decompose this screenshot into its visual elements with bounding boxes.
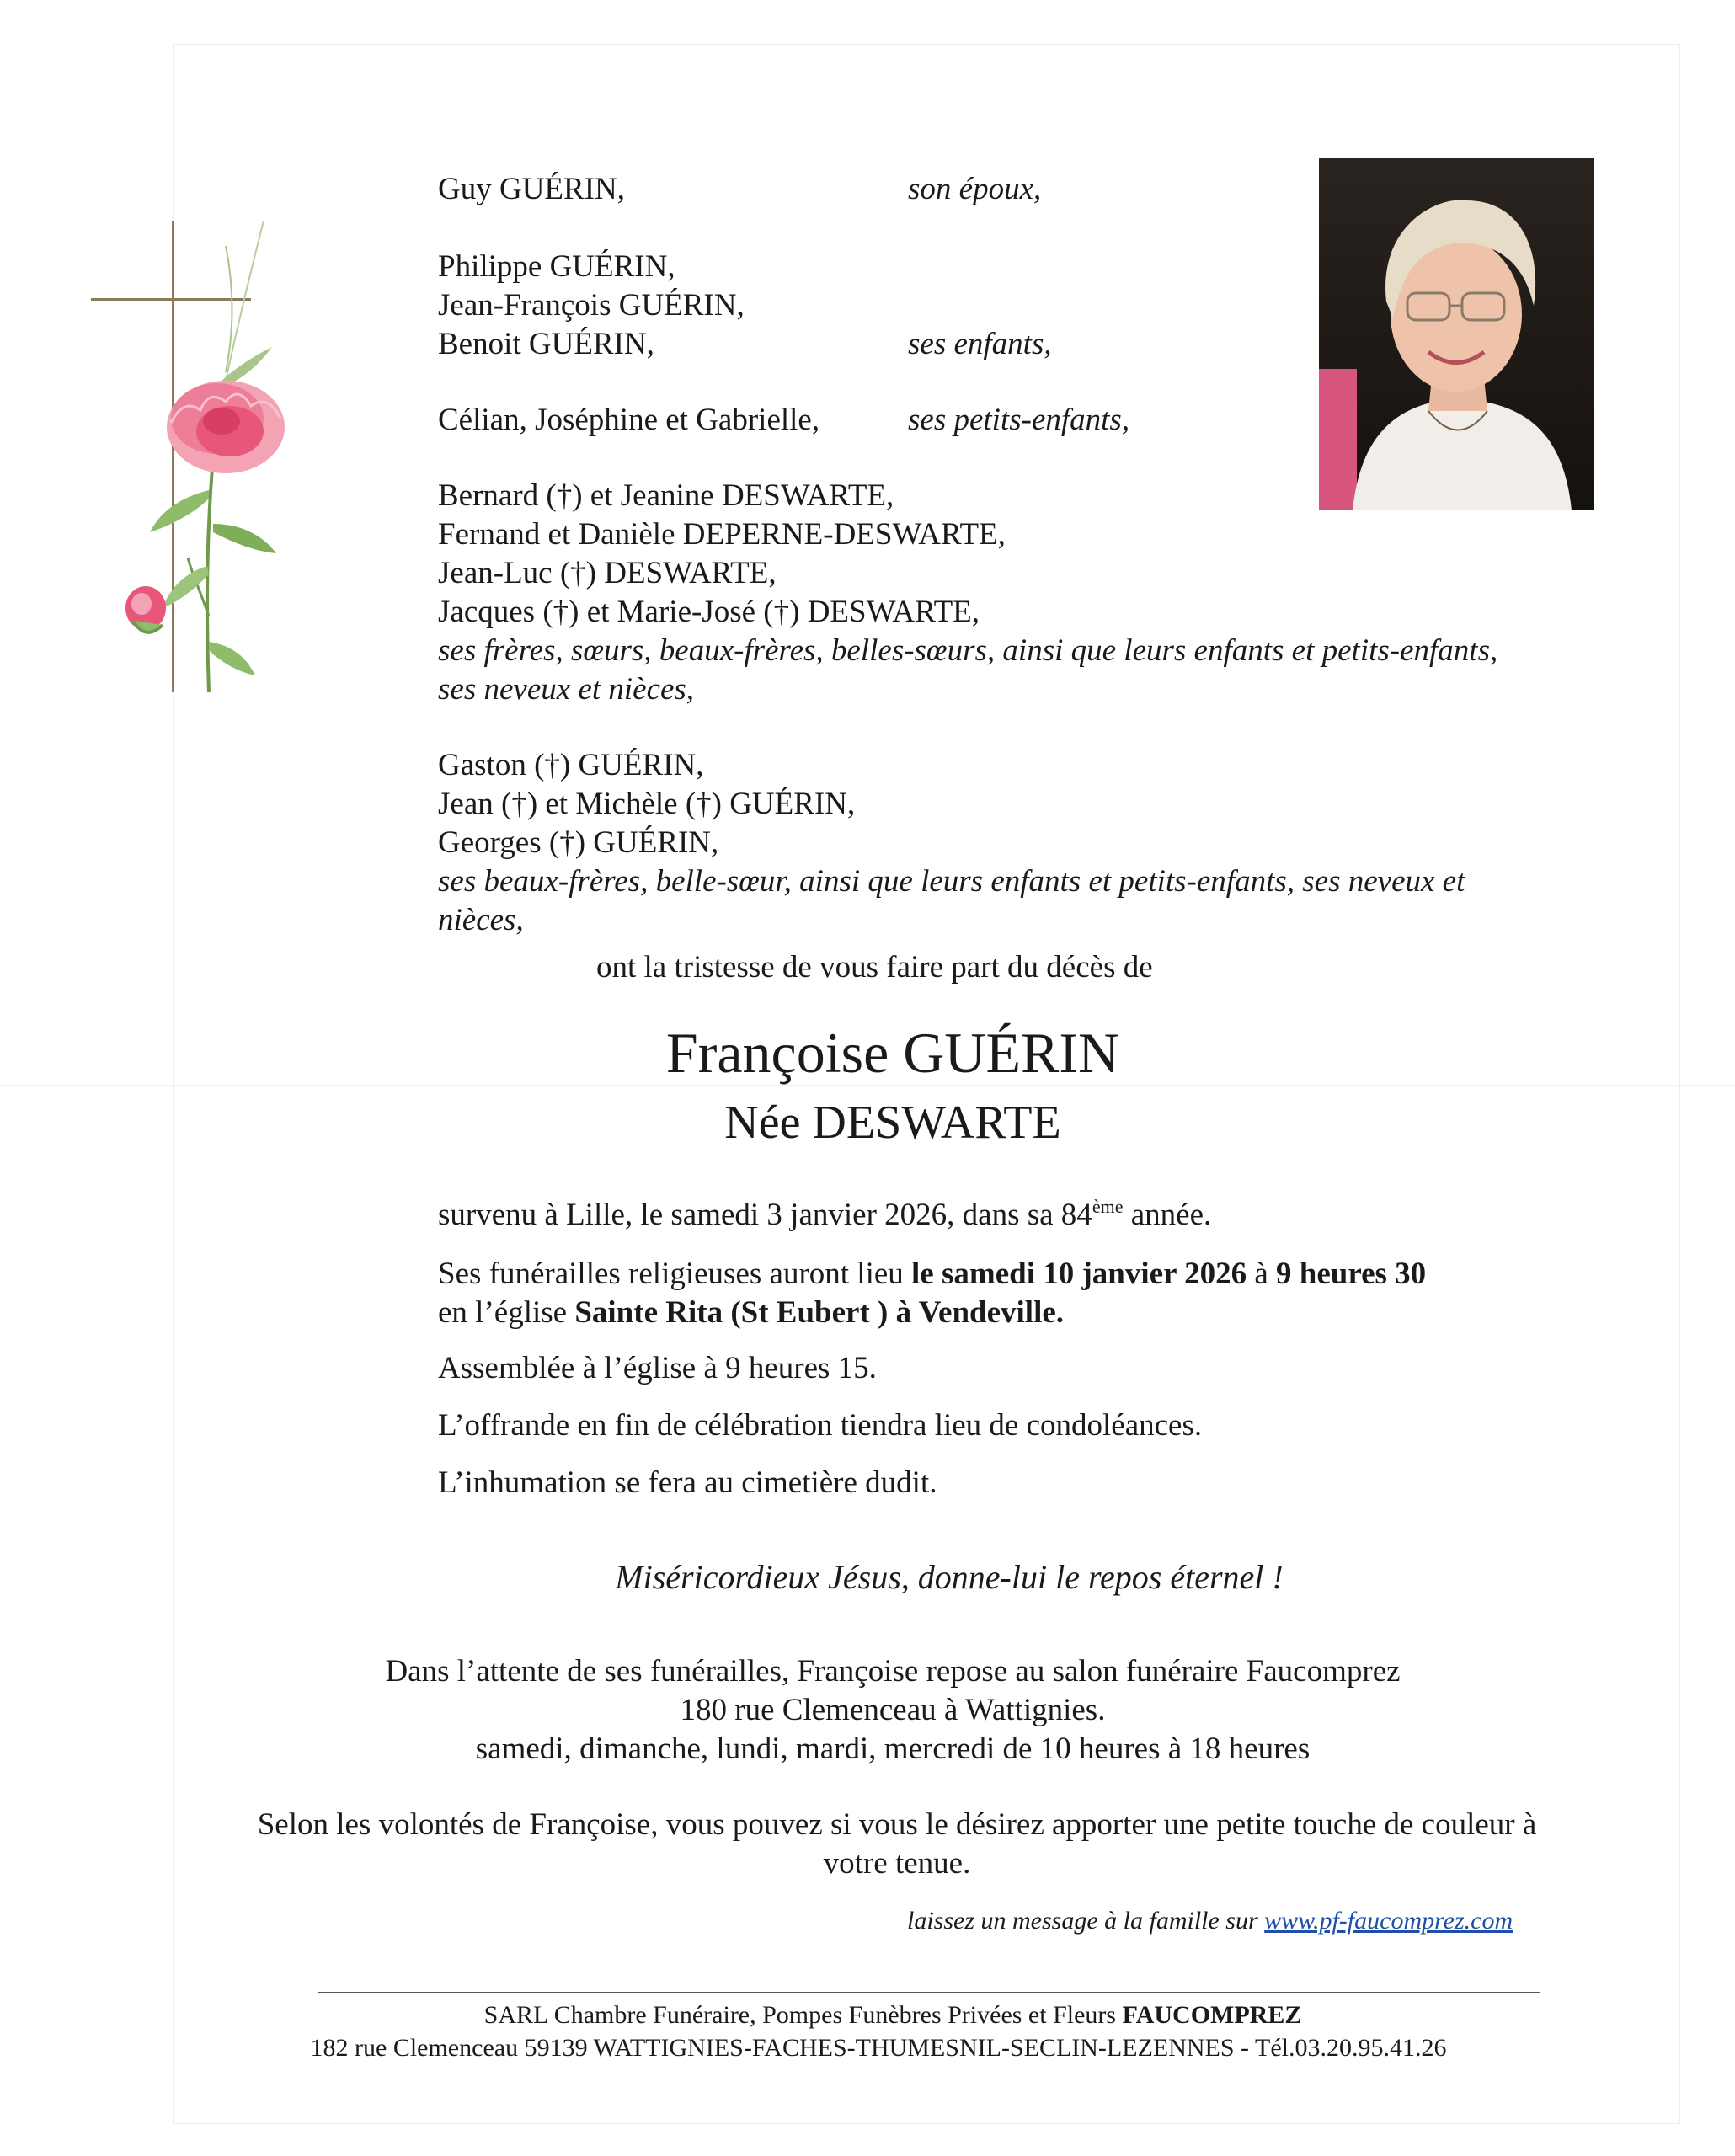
wishes-line: Selon les volontés de Françoise, vous pouvez si vous le désirez apporter une petite touche de couleur à xyxy=(257,1807,1537,1842)
funeral-details-line2: en l’église Sainte Rita (St Eubert ) à Vendeville. xyxy=(438,1295,1065,1330)
assembly-details: Assemblée à l’église à 9 heures 15. xyxy=(438,1351,877,1385)
funeral-details-line1: Ses funérailles religieuses auront lieu le samedi 10 janvier 2026 à 9 heures 30 xyxy=(438,1257,1427,1291)
grandchildren-relation: ses petits-enfants, xyxy=(908,403,1130,437)
in-law-name: Gaston (†) GUÉRIN, xyxy=(438,748,704,782)
footer-company: SARL Chambre Funéraire, Pompes Funèbres Privées et Fleurs FAUCOMPREZ xyxy=(483,2001,1302,2029)
website-link[interactable]: www.pf-faucomprez.com xyxy=(1264,1907,1513,1935)
in-law-name: Jean (†) et Michèle (†) GUÉRIN, xyxy=(438,787,856,821)
spouse-relation: son époux, xyxy=(908,172,1042,206)
deceased-name: Françoise GUÉRIN xyxy=(665,1021,1120,1085)
sibling-name: Jacques (†) et Marie-José (†) DESWARTE, xyxy=(438,595,980,629)
cross-with-carnation-icon xyxy=(91,221,302,701)
message-line: laissez un message à la famille sur www.pf-faucomprez.com xyxy=(907,1907,1513,1935)
children-relation: ses enfants, xyxy=(908,327,1052,361)
visitation-line: Dans l’attente de ses funérailles, Françoise repose au salon funéraire Faucomprez xyxy=(385,1654,1401,1689)
offering-details: L’offrande en fin de célébration tiendra lieu de condoléances. xyxy=(438,1408,1203,1443)
sibling-name: Bernard (†) et Jeanine DESWARTE, xyxy=(438,478,894,513)
announcement-intro: ont la tristesse de vous faire part du décès de xyxy=(596,950,1153,985)
visitation-address: 180 rue Clemenceau à Wattignies. xyxy=(680,1693,1106,1727)
grandchildren-names: Célian, Joséphine et Gabrielle, xyxy=(438,403,820,437)
prayer: Miséricordieux Jésus, donne-lui le repos éternel ! xyxy=(615,1558,1284,1596)
siblings-relation: ses frères, sœurs, beaux-frères, belles-sœurs, ainsi que leurs enfants et petits-enfants, xyxy=(438,633,1498,668)
maiden-name: Née DESWARTE xyxy=(724,1097,1061,1149)
in-laws-relation: ses beaux-frères, belle-sœur, ainsi que leurs enfants et petits-enfants, ses neveux et xyxy=(438,864,1465,899)
siblings-relation: ses neveux et nièces, xyxy=(438,672,695,707)
child-name: Jean-François GUÉRIN, xyxy=(438,288,745,323)
spouse-name: Guy GUÉRIN, xyxy=(438,172,625,206)
footer-address: 182 rue Clemenceau 59139 WATTIGNIES-FACHES-THUMESNIL-SECLIN-LEZENNES - Tél.03.20.95.41.26 xyxy=(310,2034,1447,2062)
wishes-line: votre tenue. xyxy=(823,1846,971,1881)
visitation-hours: samedi, dimanche, lundi, mardi, mercredi de 10 heures à 18 heures xyxy=(475,1732,1311,1766)
in-law-name: Georges (†) GUÉRIN, xyxy=(438,825,719,860)
death-details: survenu à Lille, le samedi 3 janvier 2026, dans sa 84ème année. xyxy=(438,1196,1212,1232)
footer-divider xyxy=(318,1992,1540,1993)
in-laws-relation: nièces, xyxy=(438,903,524,937)
sibling-name: Jean-Luc (†) DESWARTE, xyxy=(438,556,777,590)
sibling-name: Fernand et Danièle DEPERNE-DESWARTE, xyxy=(438,517,1006,552)
burial-details: L’inhumation se fera au cimetière dudit. xyxy=(438,1465,937,1500)
portrait-photo xyxy=(1319,158,1594,510)
child-name: Benoit GUÉRIN, xyxy=(438,327,654,361)
child-name: Philippe GUÉRIN, xyxy=(438,249,675,284)
